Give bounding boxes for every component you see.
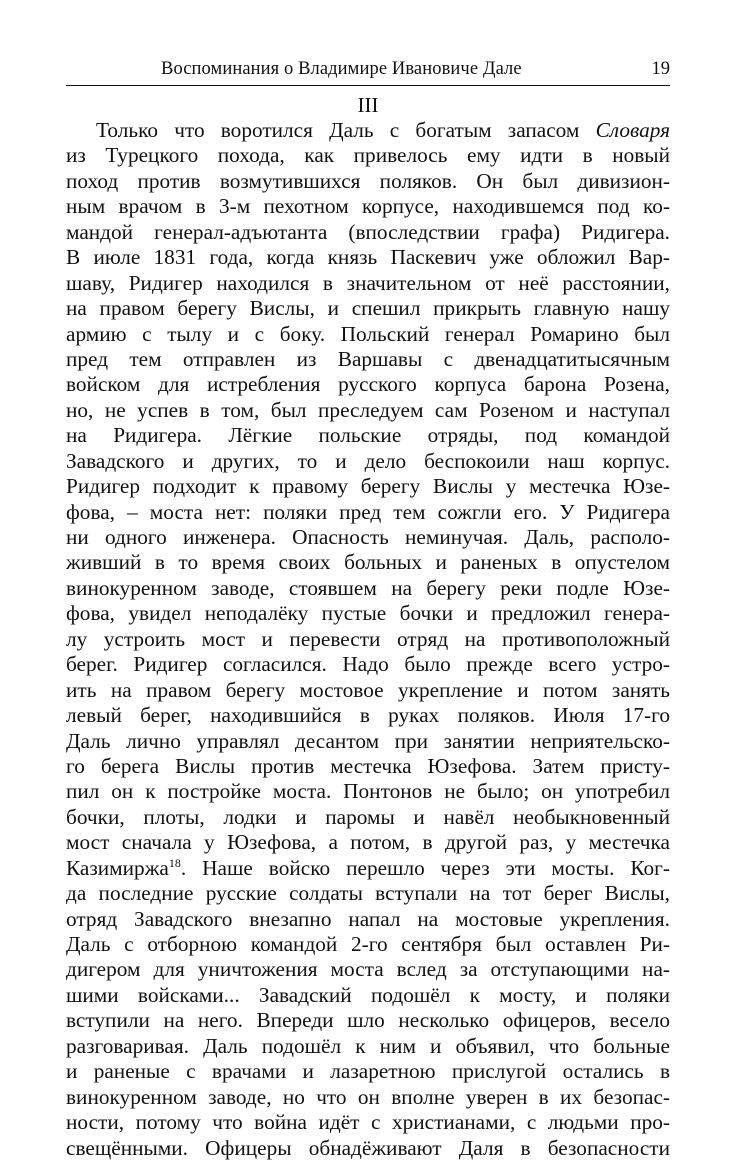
text-line: и раненые с врачами и лазаретною прислугой остались в: [66, 1059, 670, 1084]
text-line: левый берег, находившийся в руках поляков. Июля 17-го: [66, 703, 670, 728]
text-line: поход против возмутившихся поляков. Он был дивизион-: [66, 168, 670, 193]
text-line: Казимиржа$^{18}$. Наше войско перешло через эти мосты. Ког-: [66, 855, 670, 880]
text-line: ным врачом в 3-м пехотном корпусе, находившемся под ко-: [66, 194, 670, 219]
text-line: из Турецкого похода, как привелось ему идти в новый: [66, 143, 670, 168]
text-line: отряд Завадского внезапно напал на мостовые укрепления.: [66, 906, 670, 931]
text-line: Даль лично управлял десантом при занятии неприятельско-: [66, 728, 670, 753]
text-line: ности, потому что война идёт с христианами, с людьми про-: [66, 1110, 670, 1135]
text-line: винокуренном заводе, но что он вполне уверен в их безопас-: [66, 1084, 670, 1109]
book-page: [66, 0, 670, 1160]
text-line: бочки, плоты, лодки и паромы и навёл необыкновенный: [66, 804, 670, 829]
text-line: Завадского и других, то и дело беспокоили наш корпус.: [66, 448, 670, 473]
text-line: свещёнными. Офицеры обнадёживают Даля в безопасности: [66, 1135, 670, 1160]
text-line: шими войсками... Завадский подошёл к мосту, и поляки: [66, 982, 670, 1007]
text-line: го берега Вислы против местечка Юзефова. Затем присту-: [66, 753, 670, 778]
text-line: дигером для уничтожения моста вслед за отступающими на-: [66, 957, 670, 982]
text-line: армию с тылу и с боку. Польский генерал Ромарино был: [66, 321, 670, 346]
text-line: В июле 1831 года, когда князь Паскевич уже обложил Вар-: [66, 245, 670, 270]
text-line: да последние русские солдаты вступали на тот берег Вислы,: [66, 881, 670, 906]
text-line: вступили на него. Впереди шло несколько офицеров, весело: [66, 1008, 670, 1033]
text-line: пред тем отправлен из Варшавы с двенадцатитысячным: [66, 346, 670, 371]
text-line: берег. Ридигер согласился. Надо было прежде всего устро-: [66, 652, 670, 677]
text-line: Только что воротился Даль с богатым запасом Словаря: [96, 118, 670, 142]
running-title: Воспоминания о Владимире Ивановиче Дале: [161, 59, 522, 79]
text-line: Даль с отборною командой 2-го сентября был оставлен Ри-: [66, 932, 670, 956]
text-line: шаву, Ридигер находился в значительном от неё расстоянии,: [66, 270, 670, 295]
text-line: на правом берегу Вислы, и спешил прикрыть главную нашу: [66, 296, 670, 321]
page-number: 19: [651, 59, 670, 79]
text-line: мост сначала у Юзефова, а потом, в другой раз, у местечка: [66, 830, 670, 855]
text-line: фова, – моста нет: поляки пред тем сожгли его. У Ридигера: [66, 499, 670, 524]
section-number: III: [357, 93, 379, 117]
running-header: [66, 58, 670, 84]
body-text: [66, 118, 670, 1161]
text-line: мандой генерал-адъютанта (впоследствии графа) Ридигера.: [66, 219, 670, 244]
text-line: войском для истребления русского корпуса барона Розена,: [66, 372, 670, 397]
text-line: но, не успев в том, был преследуем сам Розеном и наступал: [66, 397, 670, 422]
text-line: разговаривая. Даль подошёл к ним и объявил, что больные: [66, 1033, 670, 1058]
text-line: ни одного инженера. Опасность неминучая. Даль, располо-: [66, 525, 670, 549]
text-line: винокуренном заводе, стоявшем на берегу реки подле Юзе-: [66, 575, 670, 600]
text-line: ить на правом берегу мостовое укрепление и потом занять: [66, 677, 670, 702]
text-line: живший в то время своих больных и раненых в опустелом: [66, 550, 670, 575]
header-divider: [66, 85, 670, 86]
text-line: на Ридигера. Лёгкие польские отряды, под командой: [66, 423, 670, 448]
text-line: Ридигер подходит к правому берегу Вислы у местечка Юзе-: [66, 474, 670, 499]
text-line: лу устроить мост и перевести отряд на противоположный: [66, 626, 670, 651]
text-line: фова, увидел неподалёку пустые бочки и предложил генера-: [66, 601, 670, 626]
text-line: пил он к постройке моста. Понтонов не было; он употребил: [66, 779, 670, 804]
